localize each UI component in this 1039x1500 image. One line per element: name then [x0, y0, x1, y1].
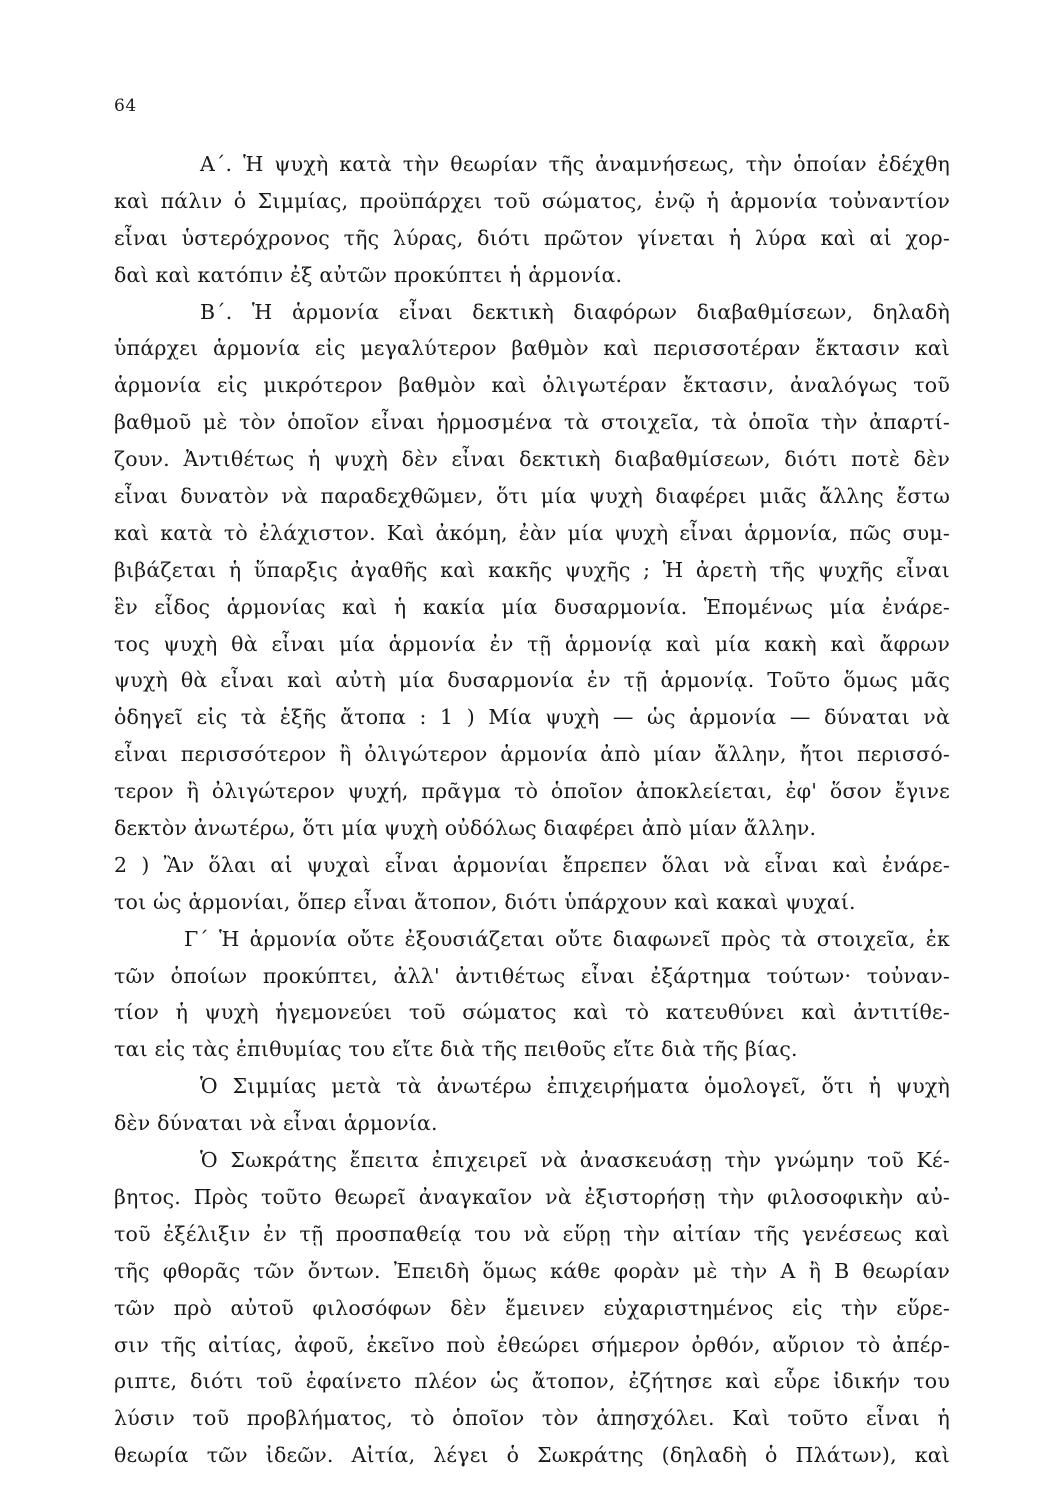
- text-line: τῶν πρὸ αὐτοῦ φιλοσόφων δὲν ἔμεινεν εὐχαριστημένος εἰς τὴν εὕρε-: [114, 1295, 950, 1320]
- text-line: τοι ὡς ἁρμονίαι, ὅπερ εἶναι ἄτοπον, διότι ὑπάρχουν καὶ κακαὶ ψυχαί.: [114, 889, 856, 914]
- text-line: καὶ κατὰ τὸ ἐλάχιστον. Καὶ ἀκόμη, ἐὰν μία ψυχὴ εἶναι ἁρμονία, πῶς συμ-: [114, 520, 950, 545]
- text-line: βητος. Πρὸς τοῦτο θεωρεῖ ἀναγκαῖον νὰ ἐξιστορήσῃ τὴν φιλοσοφικὴν αὐ-: [114, 1184, 950, 1209]
- text-line: 2 ) Ἂν ὅλαι αἱ ψυχαὶ εἶναι ἁρμονίαι ἔπρεπεν ὅλαι νὰ εἶναι καὶ ἐνάρε-: [114, 852, 950, 877]
- text-line: βαθμοῦ μὲ τὸν ὁποῖον εἶναι ἡρμοσμένα τὰ στοιχεῖα, τὰ ὁποῖα τὴν ἀπαρτί-: [114, 410, 950, 435]
- text-line: ριπτε, διότι τοῦ ἐφαίνετο πλέον ὡς ἄτοπον, ἐζήτησε καὶ εὗρε ἰδικήν του: [114, 1369, 950, 1394]
- text-line: εἶναι δυνατὸν νὰ παραδεχθῶμεν, ὅτι μία ψυχὴ διαφέρει μιᾶς ἄλλης ἔστω: [114, 484, 950, 509]
- text-line: τίον ἡ ψυχὴ ἡγεμονεύει τοῦ σώματος καὶ τὸ κατευθύνει καὶ ἀντιτίθε-: [114, 1000, 950, 1025]
- text-line: Α΄. Ἡ ψυχὴ κατὰ τὴν θεωρίαν τῆς ἀναμνήσεως, τὴν ὁποίαν ἐδέχθη: [200, 152, 950, 176]
- text-line: ψυχὴ θὰ εἶναι καὶ αὐτὴ μία δυσαρμονία ἐν τῇ ἁρμονίᾳ. Τοῦτο ὅμως μᾶς: [114, 668, 950, 693]
- text-line: δεκτὸν ἀνωτέρω, ὅτι μία ψυχὴ οὐδόλως διαφέρει ἀπὸ μίαν ἄλλην.: [114, 816, 817, 841]
- text-line: ται εἰς τὰς ἐπιθυμίας του εἴτε διὰ τῆς πειθοῦς εἴτε διὰ τῆς βίας.: [114, 1037, 798, 1062]
- text-line: βιβάζεται ἡ ὕπαρξις ἀγαθῆς καὶ κακῆς ψυχῆς ; Ἡ ἀρετὴ τῆς ψυχῆς εἶναι: [114, 557, 950, 582]
- text-line: τῶν ὁποίων προκύπτει, ἀλλ' ἀντιθέτως εἶναι ἐξάρτημα τούτων· τοὐναν-: [114, 963, 950, 988]
- text-line: εἶναι περισσότερον ἢ ὀλιγώτερον ἁρμονία ἀπὸ μίαν ἄλλην, ἤτοι περισσό-: [114, 742, 950, 767]
- text-line: Ὁ Σωκράτης ἔπειτα ἐπιχειρεῖ νὰ ἀνασκευάσῃ τὴν γνώμην τοῦ Κέ-: [200, 1148, 950, 1173]
- text-line: καὶ πάλιν ὁ Σιμμίας, προϋπάρχει τοῦ σώματος, ἐνῷ ἡ ἁρμονία τοὐναντίον: [114, 188, 950, 213]
- text-line: τος ψυχὴ θὰ εἶναι μία ἁρμονία ἐν τῇ ἁρμονίᾳ καὶ μία κακὴ καὶ ἄφρων: [114, 631, 950, 656]
- text-line: τερον ἢ ὀλιγώτερον ψυχή, πρᾶγμα τὸ ὁποῖον ἀποκλείεται, ἐφ' ὅσον ἔγινε: [114, 779, 950, 804]
- text-line: δὲν δύναται νὰ εἶναι ἁρμονία.: [114, 1111, 438, 1136]
- text-line: Γ΄ Ἡ ἁρμονία οὔτε ἐξουσιάζεται οὔτε διαφωνεῖ πρὸς τὰ στοιχεῖα, ἐκ: [184, 926, 950, 951]
- text-line: σιν τῆς αἰτίας, ἀφοῦ, ἐκεῖνο ποὺ ἐθεώρει σήμερον ὀρθόν, αὔριον τὸ ἀπέρ-: [114, 1332, 950, 1357]
- text-line: θεωρία τῶν ἰδεῶν. Αἰτία, λέγει ὁ Σωκράτης (δηλαδὴ ὁ Πλάτων), καὶ: [114, 1443, 950, 1468]
- text-line: Ὁ Σιμμίας μετὰ τὰ ἀνωτέρω ἐπιχειρήματα ὁμολογεῖ, ὅτι ἡ ψυχὴ: [200, 1074, 950, 1099]
- text-line: Β΄. Ἡ ἁρμονία εἶναι δεκτικὴ διαφόρων διαβαθμίσεων, δηλαδὴ: [200, 299, 950, 324]
- text-line: τοῦ ἐξέλιξιν ἐν τῇ προσπαθείᾳ του νὰ εὕρῃ τὴν αἰτίαν τῆς γενέσεως καὶ: [114, 1221, 950, 1246]
- text-line: δαὶ καὶ κατόπιν ἐξ αὐτῶν προκύπτει ἡ ἁρμονία.: [114, 262, 623, 287]
- text-line: ζουν. Ἀντιθέτως ἡ ψυχὴ δὲν εἶναι δεκτικὴ διαβαθμίσεων, διότι ποτὲ δὲν: [114, 447, 950, 472]
- text-line: λύσιν τοῦ προβλήματος, τὸ ὁποῖον τὸν ἀπησχόλει. Καὶ τοῦτο εἶναι ἡ: [114, 1406, 950, 1431]
- body-text: [114, 146, 950, 1474]
- text-line: ἓν εἶδος ἁρμονίας καὶ ἡ κακία μία δυσαρμονία. Ἑπομένως μία ἐνάρε-: [114, 594, 950, 619]
- text-line: τῆς φθορᾶς τῶν ὄντων. Ἐπειδὴ ὅμως κάθε φορὰν μὲ τὴν Α ἢ Β θεωρίαν: [114, 1258, 950, 1283]
- page-number: 64: [114, 96, 137, 116]
- text-line: εἶναι ὑστερόχρονος τῆς λύρας, διότι πρῶτον γίνεται ἡ λύρα καὶ αἱ χορ-: [114, 225, 950, 250]
- text-line: ὁδηγεῖ εἰς τὰ ἑξῆς ἄτοπα : 1 ) Μία ψυχὴ — ὡς ἁρμονία — δύναται νὰ: [114, 705, 950, 730]
- text-line: ἁρμονία εἰς μικρότερον βαθμὸν καὶ ὀλιγωτέραν ἔκτασιν, ἀναλόγως τοῦ: [114, 373, 950, 398]
- text-line: ὑπάρχει ἁρμονία εἰς μεγαλύτερον βαθμὸν καὶ περισσοτέραν ἔκτασιν καὶ: [114, 336, 950, 361]
